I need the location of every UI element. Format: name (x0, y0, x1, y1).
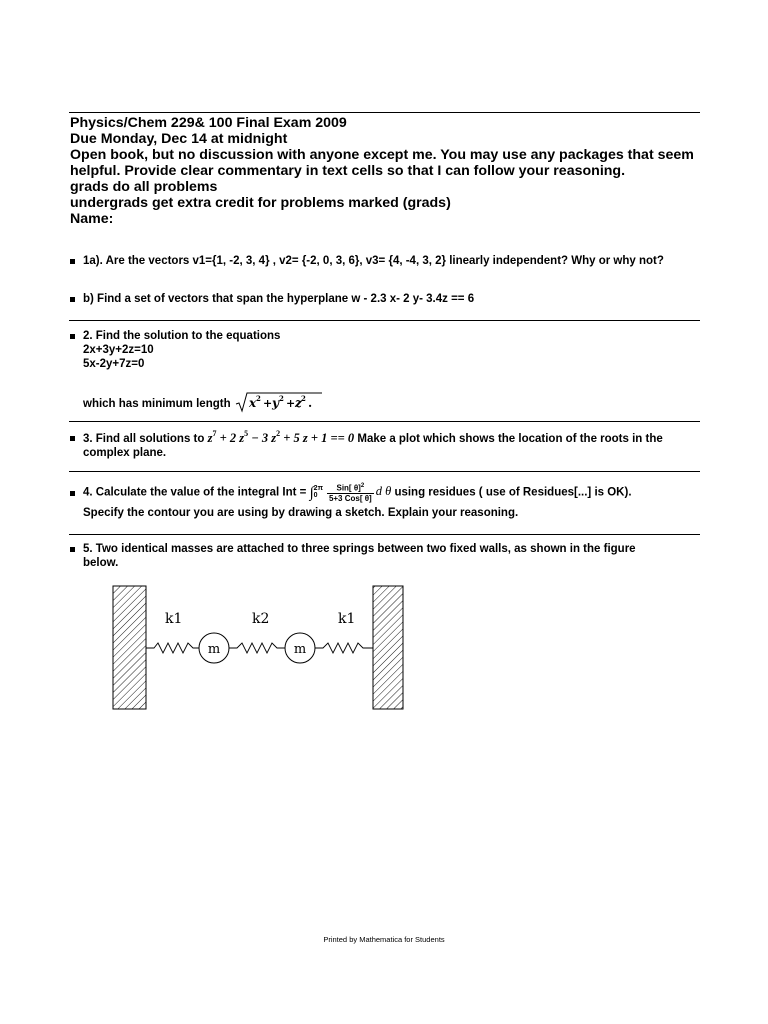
exam-header (70, 115, 710, 227)
bullet-icon (70, 491, 75, 496)
bullet-icon (70, 334, 75, 339)
problem-2-min-text: which has minimum length (83, 398, 231, 411)
bullet-icon (70, 259, 75, 264)
problem-1a-text: 1a). Are the vectors v1={1, -2, 3, 4} , v2= {-2, 0, 3, 6}, v3= {4, -4, 3, 2} linearly independent? Why or why not? (83, 255, 664, 267)
svg-text:.: . (307, 396, 312, 410)
problem-4-line2: Specify the contour you are using by drawing a sketch. Explain your reasoning. (83, 507, 519, 519)
grads-note: grads do all problems (70, 179, 218, 195)
spring-right-label: k1 (338, 611, 356, 627)
svg-text:+: + (262, 397, 273, 410)
problem-3-line2: complex plane. (83, 447, 167, 459)
svg-text:z: z (294, 396, 302, 410)
undergrads-note: undergrads get extra credit for problems marked (grads) (70, 195, 451, 211)
spring-right (315, 643, 373, 653)
problem-4-suffix: using residues ( use of Residues[...] is OK). (394, 486, 632, 499)
bullet-icon (70, 547, 75, 552)
right-wall (373, 586, 403, 709)
divider (69, 534, 700, 535)
due-date: Due Monday, Dec 14 at midnight (70, 131, 288, 147)
divider (69, 471, 700, 472)
sqrt-expression (234, 391, 324, 417)
problem-1b-text: b) Find a set of vectors that span the hyperplane w - 2.3 x- 2 y- 3.4z == 6 (83, 293, 475, 305)
integral-expression: ∫2π 0 $\frac{Sin[ \theta]^2}{\text{5+3 Cos[ θ]}}$ d θ (309, 483, 392, 503)
spring-left (146, 643, 199, 653)
bullet-icon (70, 436, 75, 441)
mass-right-label: m (293, 642, 307, 657)
problem-4-prefix: 4. Calculate the value of the integral Int = (83, 486, 307, 499)
polynomial-equation: $z^7 + 2$ $z^5 - 3$ $z^2 + 5$ z + 1 == 0 (207, 429, 355, 445)
spring-middle (229, 643, 286, 653)
divider (69, 320, 700, 321)
footer-text: Printed by Mathematica for Students (323, 935, 445, 944)
problem-5-line2: below. (83, 557, 119, 569)
left-wall (113, 586, 146, 709)
problem-3-suffix: Make a plot which shows the location of the roots in the (357, 433, 663, 445)
problem-2-eq1: 2x+3y+2z=10 (83, 344, 154, 356)
rules-line-2: helpful. Provide clear commentary in text cells so that I can follow your reasoning. (70, 163, 626, 179)
svg-text:x: x (248, 396, 256, 410)
problem-5-line1: 5. Two identical masses are attached to three springs between two fixed walls, as shown in the figure (83, 543, 636, 555)
spring-left-label: k1 (165, 611, 183, 627)
svg-text:2: 2 (300, 394, 306, 403)
svg-text:y: y (271, 396, 279, 410)
bullet-icon (70, 297, 75, 302)
exam-title: Physics/Chem 229& 100 Final Exam 2009 (70, 115, 347, 131)
divider (69, 421, 700, 422)
problem-2-eq2: 5x-2y+7z=0 (83, 358, 145, 370)
spring-middle-label: k2 (252, 611, 270, 627)
svg-text:2: 2 (278, 394, 284, 403)
mass-left-label: m (207, 642, 221, 657)
spring-mass-figure (105, 580, 415, 715)
svg-text:2: 2 (255, 394, 261, 403)
svg-text:+: + (285, 397, 296, 410)
problem-2-intro: 2. Find the solution to the equations (83, 330, 281, 342)
rules-line-1: Open book, but no discussion with anyone except me. You may use any packages that seem (70, 147, 694, 163)
problem-3-prefix: 3. Find all solutions to (83, 433, 205, 445)
top-rule (69, 112, 700, 113)
name-label: Name: (70, 211, 114, 227)
